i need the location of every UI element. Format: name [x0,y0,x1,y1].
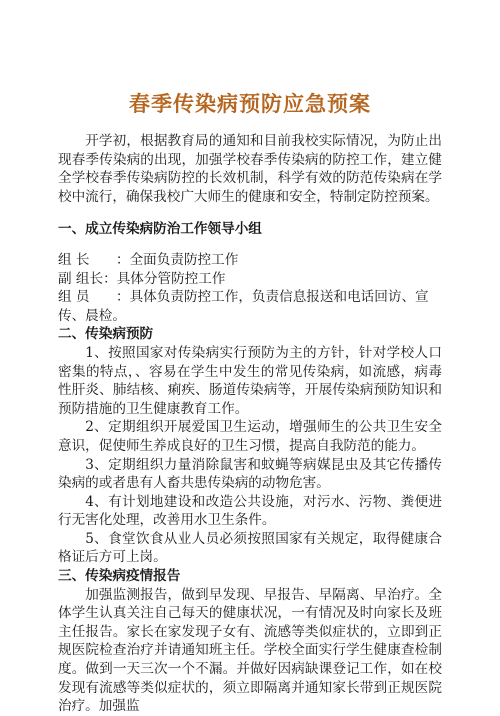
role-member-text: ：具体负责防控工作，负责信息报送和电话回访、宣传、晨检。 [58,289,429,324]
section2-heading: 二、传染病预防 [58,326,154,343]
section2-item-2: 2、定期组织开展爱国卫生运动，增强师生的公共卫生安全意识，促使师生养成良好的卫生习惯，提高自我防范的能力。 [58,419,442,454]
role-member-key-b: 员 [75,289,90,306]
role-leader-key [58,251,116,270]
role-deputy-key: 副 组长 [58,270,104,287]
role-member-key-a: 组 [58,289,72,306]
section1-heading: 一、成立传染病防治工作领导小组 [58,221,262,238]
role-leader-key-b: 长 [75,251,90,268]
section2-item-5: 5、食堂饮食从业人员必须按照国家有关规定，取得健康合格证后方可上岗。 [58,530,442,566]
section2-item-4: 4、有计划地建设和改造公共设施，对污水、污物、粪便进行无害化处理，改善用水卫生条件。 [58,493,442,529]
role-member-key [58,288,116,307]
role-leader [58,251,442,270]
role-deputy [58,270,442,289]
section2-item-3: 3、定期组织力量消除鼠害和蚊蝇等病媒昆虫及其它传播传染病的或者患有人畜共患传染病的动物危害。 [58,456,442,492]
document-title: 春季传染病预防应急预案 [129,91,371,116]
role-leader-key-a: 组 [58,251,72,268]
role-member [58,288,442,325]
section3-heading: 三、传染病疫情报告 [58,568,181,585]
intro-paragraph: 开学初，根据教育局的通知和目前我校实际情况，为防止出现春季传染病的出现，加强学校春季传染病的防控工作，建立健全学校春季传染病防控的长效机制，科学有效的防范传染病在学校中流行，确保我校广大师生的健康和安全，特制定防控预案。 [58,133,442,205]
role-deputy-text: ：具体分管防控工作 [103,270,226,287]
role-leader-text: ：全面负责防控工作 [116,251,239,268]
section2-item-1: 1、按照国家对传染病实行预防为主的方针，针对学校人口密集的特点，、容易在学生中发生的常见传染病，如流感，病毒性肝炎、肺结核、痢疾、肠道传染病等，开展传染病预防知识和预防措施的卫生健康教育工作。 [58,344,442,417]
section3-body: 加强监测报告，做到早发现、早报告、早隔离、早治疗。全体学生认真关注自己每天的健康状况，一有情况及时向家长及班主任报告。家长在家发现子女有、流感等类似症状的，立即到正规医院检查治疗并请通知班主任。学校全面实行学生健康查检制度。做到一天三次一个不漏。并做好因病缺课登记工作，如在校发现有流感等类似症状的，须立即隔离并通知家长带到正规医院治疗。加强监 [58,586,442,715]
